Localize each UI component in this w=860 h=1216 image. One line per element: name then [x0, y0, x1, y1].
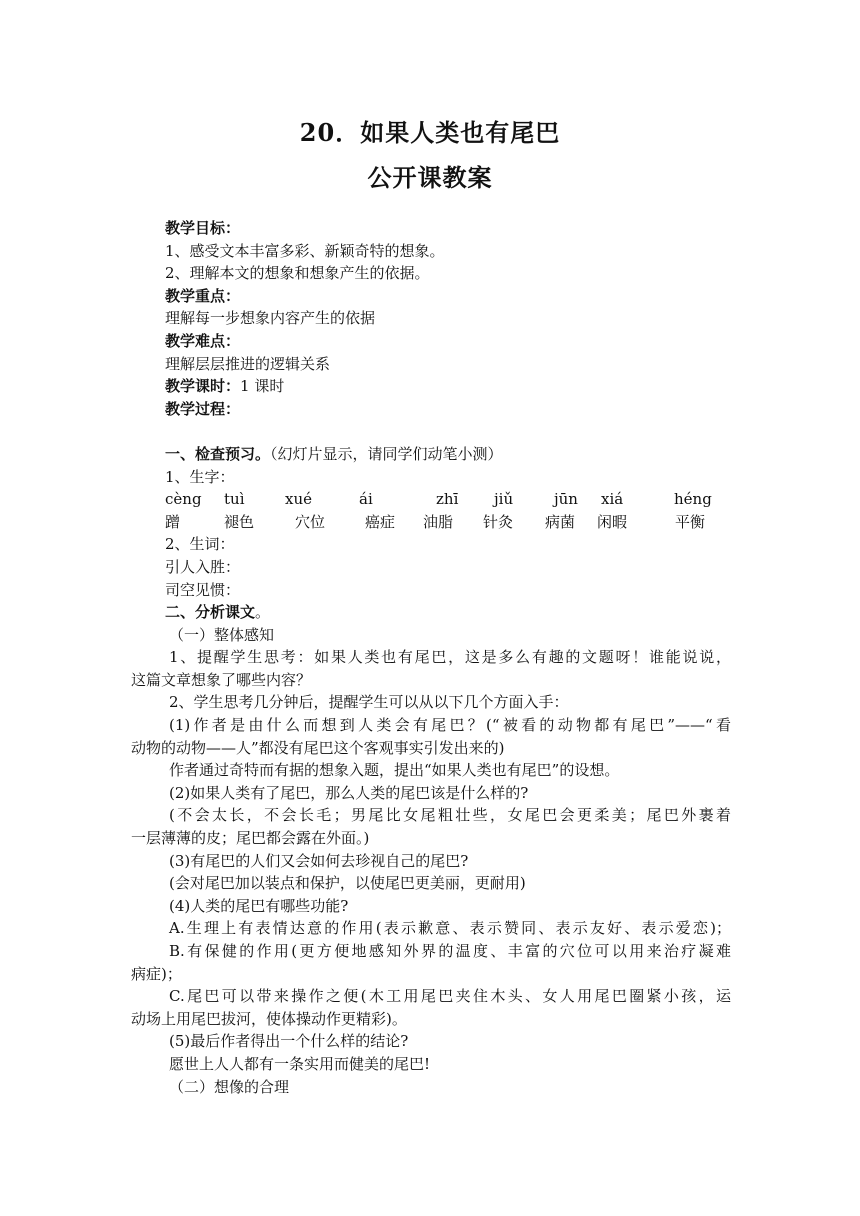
character-item: 穴位: [295, 512, 326, 531]
answer-5: 愿世上人人都有一条实用而健美的尾巴!: [169, 1054, 431, 1073]
character-item: 平衡: [675, 512, 706, 531]
pinyin-item: ái: [359, 490, 373, 509]
key-text: 理解每一步想象内容产生的依据: [165, 309, 376, 328]
answer-4-b-line-1: B.有保健的作用(更方便地感知外界的温度、丰富的穴位可以用来治疗凝难: [169, 942, 731, 960]
answer-4-a: A.生理上有表情达意的作用(表示歉意、表示赞同、表示友好、表示爱恋)；: [169, 919, 731, 938]
character-item: 癌症: [365, 512, 396, 531]
answer-2-line-2: 一层薄薄的皮；尾巴都会露在外面。): [131, 829, 370, 848]
hours-label: 教学课时：: [165, 377, 241, 396]
chars-label: 1、生字：: [165, 467, 235, 486]
character-item: 褪色: [224, 512, 255, 531]
paragraph-1-line-2: 这篇文章想象了哪些内容？: [131, 670, 312, 689]
goal-heading: 教学目标：: [165, 219, 241, 237]
section2-heading: 二、分析课文: [165, 603, 256, 622]
difficulty-heading: 教学难点：: [165, 331, 241, 350]
character-item: 病菌: [545, 512, 576, 531]
pinyin-item: héng: [674, 490, 712, 509]
character-item: 闲暇: [597, 512, 628, 531]
answer-4-b-line-2: 病症)；: [131, 964, 182, 983]
spacer: [131, 420, 731, 443]
sub2-heading: （二）想像的合理: [169, 1077, 290, 1096]
word-item-2: 司空见惯：: [165, 580, 241, 599]
paragraph-2: 2、学生思考几分钟后，提醒学生可以从以下几个方面入手：: [169, 693, 569, 712]
pinyin-item: tuì: [224, 490, 245, 509]
character-item: 蹭: [165, 512, 181, 531]
section2-tail: 。: [255, 603, 271, 622]
page-title: 20．如果人类也有尾巴: [299, 118, 561, 147]
characters-row: [131, 511, 731, 534]
question-1-note: 作者通过奇特而有据的想象入题，提出“如果人类也有尾巴”的设想。: [169, 761, 620, 780]
paragraph-1-line-1: 1、提醒学生思考：如果人类也有尾巴，这是多么有趣的文题呀！谁能说说，: [169, 648, 731, 667]
answer-3: (会对尾巴加以装点和保护，以使尾巴更美丽，更耐用): [169, 874, 526, 893]
sub1-heading: （一）整体感知: [169, 625, 275, 644]
question-3: (3)有尾巴的人们又会如何去珍视自己的尾巴?: [169, 851, 469, 870]
pinyin-item: cèng: [165, 490, 202, 509]
question-1-line-2: 动物的动物——人”都没有尾巴这个客观事实引发出来的): [131, 738, 505, 757]
pinyin-item: xiá: [601, 490, 624, 509]
difficulty-text: 理解层层推进的逻辑关系: [165, 354, 331, 373]
character-item: 油脂: [423, 512, 454, 531]
answer-4-c-line-1: C.尾巴可以带来操作之便(木工用尾巴夹住木头、女人用尾巴圈紧小孩，运: [169, 987, 731, 1006]
question-2: (2)如果人类有了尾巴，那么人类的尾巴该是什么样的?: [169, 783, 529, 802]
pinyin-item: xué: [285, 490, 312, 509]
hours-value: 1 课时: [240, 377, 285, 396]
hours-line: [131, 375, 731, 398]
question-1-line-1: (1)作者是由什么而想到人类会有尾巴？(“被看的动物都有尾巴”——“看: [169, 716, 731, 735]
section1-note: （幻灯片显示，请同学们动笔小测）: [270, 444, 503, 463]
question-4: (4)人类的尾巴有哪些功能?: [169, 896, 349, 915]
pinyin-item: zhī: [436, 490, 459, 509]
words-label: 2、生词：: [165, 535, 235, 554]
key-heading: 教学重点：: [165, 286, 241, 305]
question-5: (5)最后作者得出一个什么样的结论?: [169, 1032, 409, 1051]
process-heading: 教学过程：: [165, 399, 241, 418]
section2-line: [131, 601, 731, 624]
goal-item-1: 1、感受文本丰富多彩、新颖奇特的想象。: [165, 241, 445, 260]
lesson-plan-body: [131, 217, 731, 1098]
pinyin-item: jūn: [554, 490, 578, 509]
pinyin-item: jiǔ: [494, 490, 514, 509]
section1-line: [131, 443, 731, 466]
word-item-1: 引人入胜：: [165, 557, 241, 576]
section1-heading: 一、检查预习。: [165, 444, 271, 463]
page-subtitle: 公开课教案: [367, 163, 493, 192]
goal-item-2: 2、理解本文的想象和想象产生的依据。: [165, 264, 430, 283]
character-item: 针灸: [483, 512, 514, 531]
answer-4-c-line-2: 动场上用尾巴拔河，使体操动作更精彩)。: [131, 1009, 407, 1028]
answer-2-line-1: (不会太长，不会长毛；男尾比女尾粗壮些，女尾巴会更柔美；尾巴外裹着: [169, 806, 731, 825]
pinyin-row: [131, 488, 731, 511]
